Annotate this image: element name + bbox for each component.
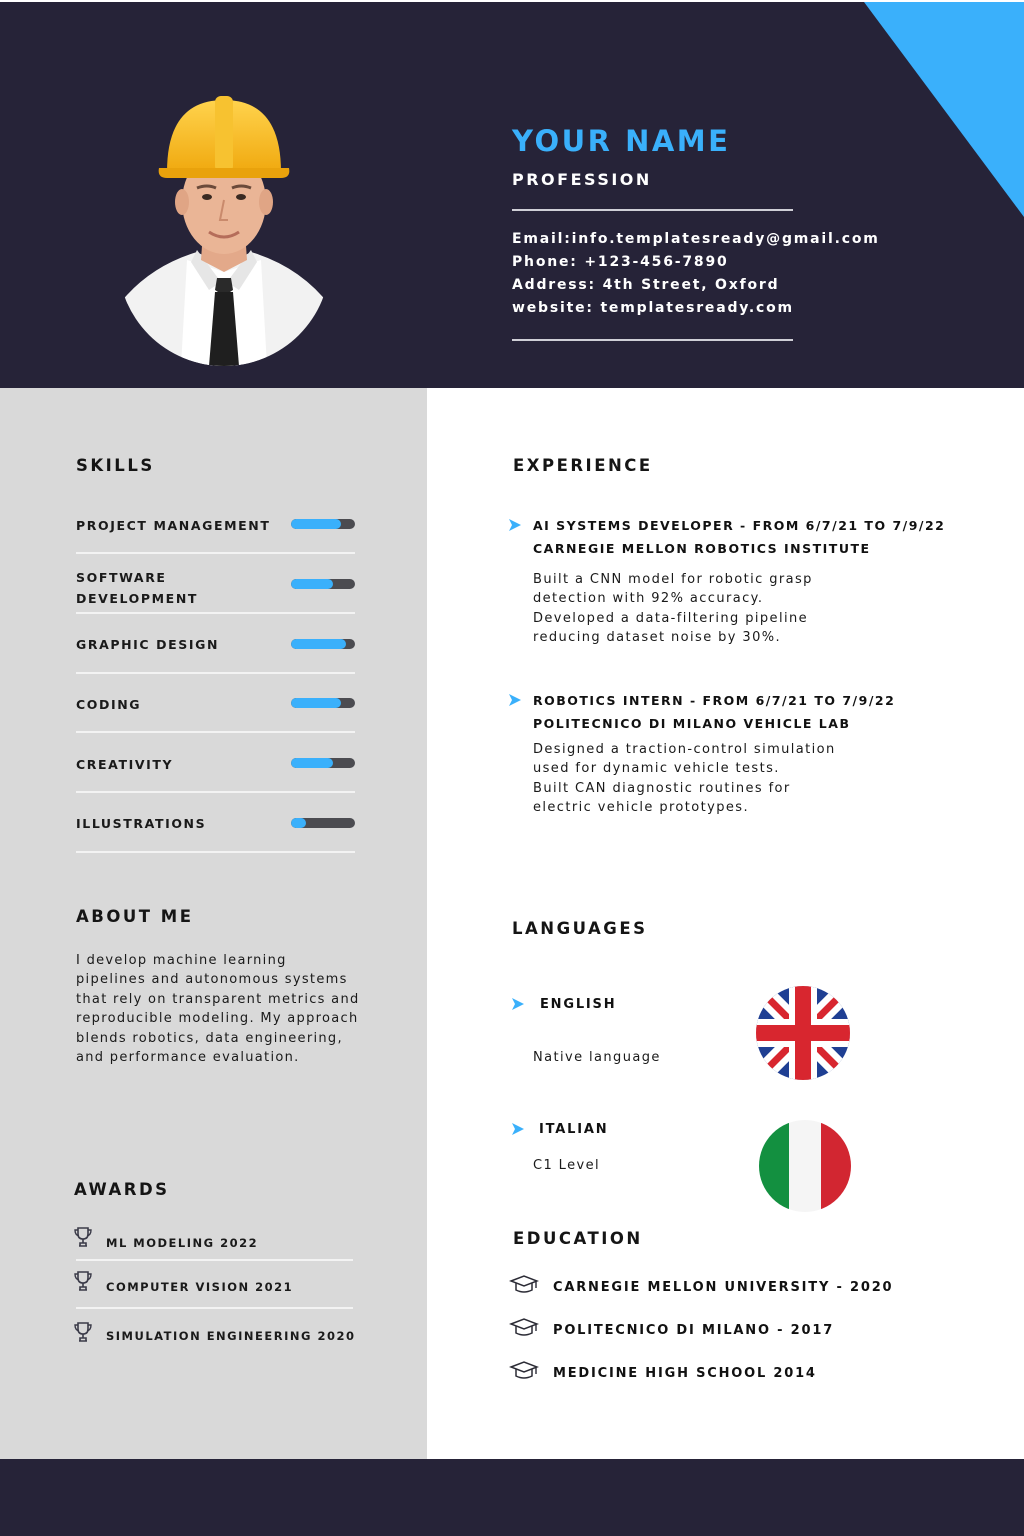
job-description: Built a CNN model for robotic grasp detection with 92% accuracy. Developed a data-filtering pipeline reducing dataset noise by 30%. bbox=[533, 572, 813, 646]
language-name: ITALIAN bbox=[539, 1122, 609, 1137]
skill-separator bbox=[76, 791, 355, 793]
skill-bar bbox=[291, 758, 355, 768]
sidebar-panel bbox=[0, 388, 427, 1459]
award-item: SIMULATION ENGINEERING 2020 bbox=[106, 1329, 356, 1343]
skill-bar-fill bbox=[291, 639, 346, 649]
contact-email[interactable]: Email:info.templatesready@gmail.com bbox=[512, 231, 880, 247]
skill-separator bbox=[76, 612, 355, 614]
award-separator bbox=[76, 1307, 353, 1309]
header-band bbox=[0, 2, 1024, 388]
award-item: ML MODELING 2022 bbox=[106, 1236, 259, 1250]
arrow-bullet-icon bbox=[512, 998, 524, 1010]
skill-separator bbox=[76, 731, 355, 733]
header-divider-bottom bbox=[512, 339, 793, 341]
arrow-bullet-icon bbox=[509, 519, 521, 531]
contact-phone: Phone: +123-456-7890 bbox=[512, 254, 729, 270]
uk-flag-icon bbox=[755, 985, 851, 1081]
arrow-bullet-icon bbox=[509, 694, 521, 706]
skill-bar bbox=[291, 579, 355, 589]
education-item: MEDICINE HIGH SCHOOL 2014 bbox=[553, 1366, 817, 1381]
award-item: COMPUTER VISION 2021 bbox=[106, 1280, 294, 1294]
skill-bar bbox=[291, 639, 355, 649]
job-organization: POLITECNICO DI MILANO VEHICLE LAB bbox=[533, 716, 851, 731]
arrow-bullet-icon bbox=[512, 1123, 524, 1135]
job-description: Designed a traction-control simulation used for dynamic vehicle tests. Built CAN diagnostic routines for electric vehicle prototypes. bbox=[533, 742, 836, 816]
profession-title: PROFESSION bbox=[512, 170, 652, 189]
skill-label: PROJECT MANAGEMENT bbox=[76, 518, 271, 533]
skill-label: GRAPHIC DESIGN bbox=[76, 637, 220, 652]
skill-bar bbox=[291, 698, 355, 708]
skill-label: ILLUSTRATIONS bbox=[76, 816, 207, 831]
award-separator bbox=[76, 1259, 353, 1261]
profile-photo bbox=[117, 92, 331, 366]
skills-heading: SKILLS bbox=[76, 456, 155, 475]
experience-heading: EXPERIENCE bbox=[513, 456, 653, 475]
accent-corner-triangle bbox=[864, 2, 1024, 217]
contact-website[interactable]: website: templatesready.com bbox=[512, 300, 794, 316]
skill-bar-fill bbox=[291, 579, 333, 589]
contact-address: Address: 4th Street, Oxford bbox=[512, 277, 780, 293]
language-name: ENGLISH bbox=[540, 997, 617, 1012]
language-level: C1 Level bbox=[533, 1158, 600, 1173]
job-role: AI SYSTEMS DEVELOPER - FROM 6/7/21 TO 7/9/22 bbox=[533, 518, 946, 533]
skill-bar-fill bbox=[291, 698, 341, 708]
about-text: I develop machine learning pipelines and autonomous systems that rely on transparent metrics and reproducible modeling. My approach blends robotics, data engineering, and performance evaluation. bbox=[76, 953, 360, 1066]
job-organization: CARNEGIE MELLON ROBOTICS INSTITUTE bbox=[533, 541, 871, 556]
language-level: Native language bbox=[533, 1050, 661, 1065]
languages-heading: LANGUAGES bbox=[512, 919, 648, 938]
skill-bar bbox=[291, 519, 355, 529]
trophy-icon bbox=[74, 1227, 92, 1247]
skill-bar bbox=[291, 818, 355, 828]
trophy-icon bbox=[74, 1322, 92, 1342]
about-heading: ABOUT ME bbox=[76, 907, 194, 926]
skill-bar-fill bbox=[291, 519, 341, 529]
skill-label: CREATIVITY bbox=[76, 757, 174, 772]
graduation-cap-icon bbox=[509, 1274, 539, 1296]
graduation-cap-icon bbox=[509, 1317, 539, 1339]
skill-label: SOFTWARE DEVELOPMENT bbox=[76, 570, 199, 606]
awards-heading: AWARDS bbox=[74, 1180, 170, 1199]
header-divider-top bbox=[512, 209, 793, 211]
footer-band bbox=[0, 1459, 1024, 1536]
graduation-cap-icon bbox=[509, 1360, 539, 1382]
italy-flag-icon bbox=[757, 1118, 853, 1214]
education-item: POLITECNICO DI MILANO - 2017 bbox=[553, 1323, 835, 1338]
trophy-icon bbox=[74, 1271, 92, 1291]
skill-separator bbox=[76, 851, 355, 853]
education-heading: EDUCATION bbox=[513, 1229, 643, 1248]
skill-label: CODING bbox=[76, 697, 142, 712]
candidate-name: YOUR NAME bbox=[512, 124, 731, 158]
education-item: CARNEGIE MELLON UNIVERSITY - 2020 bbox=[553, 1280, 894, 1295]
skill-separator bbox=[76, 672, 355, 674]
skill-bar-fill bbox=[291, 818, 306, 828]
job-role: ROBOTICS INTERN - FROM 6/7/21 TO 7/9/22 bbox=[533, 693, 896, 708]
skill-separator bbox=[76, 552, 355, 554]
skill-bar-fill bbox=[291, 758, 333, 768]
